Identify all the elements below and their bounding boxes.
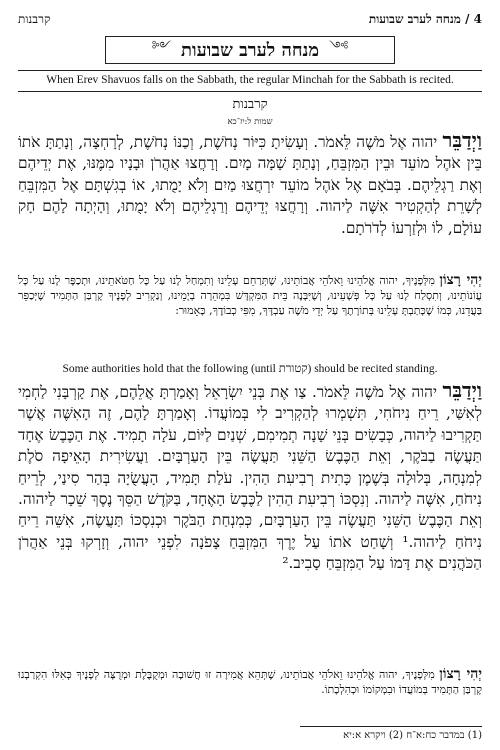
intro-note: When Erev Shavuos falls on the Sabbath, the regular Minchah for the Sabbath is recited. <box>46 74 454 86</box>
yehi-ratzon-lead-1: יְהִי רָצוֹן <box>439 272 482 288</box>
section-label: קרבנות <box>18 11 51 26</box>
page-title: מנחה לערב שבועות <box>181 39 319 61</box>
ornament-right-icon: ༻ <box>329 39 349 53</box>
title-box <box>105 36 395 64</box>
ornament-left-icon: ༺ <box>151 39 172 53</box>
yehi-ratzon-text-2: מִלְּפָנֶיךָ, יהוה אֱלֹהֵינוּ וֵאלֹהֵי אֲבוֹתֵינוּ, שֶׁתְּהֵא אֲמִירָה זוּ חֲשׁוּבָה וּמְקֻבֶּלֶת וּמְרֻצָּה לְפָנֶיךָ כְּאִלּוּ הִקְרַבְנוּ קָרְבַּן הַתָּמִיד בְּמוֹעֲדוֹ וּבִמְקוֹמוֹ וּכְהִלְכָתוֹ. <box>18 668 482 697</box>
standing-note: Some authorities hold that the following (until קטורת) should be recited standing. <box>62 363 438 375</box>
divider-top <box>18 70 482 71</box>
kiyor-text: יהוה אֶל מֹשֶׁה לֵּאמֹר. וְעָשִׂיתָ כִּיּוֹר נְחֹשֶׁת, וְכַנּוֹ נְחֹשֶׁת, לְרָחְצָה, וְנָתַתָּ אֹתוֹ בֵּין אֹהֶל מוֹעֵד וּבֵין הַמִּזְבֵּחַ, וְנָתַתָּ שָׁמָּה מָיִם. וְרָחֲצוּ אַהֲרֹן וּבָנָיו מִמֶּנּוּ, אֶת יְדֵיהֶם וְאֶת רַגְלֵיהֶם. בְּבֹאָם אֶל אֹהֶל מוֹעֵד יִרְחֲצוּ מַיִם וְלֹא יָמֻתוּ, אוֹ בְגִשְׁתָּם אֶל הַמִּזְבֵּחַ לְשָׁרֵת לְהַקְטִיר אִשֶּׁה לַיהוה. וְרָחֲצוּ יְדֵיהֶם וְרַגְלֵיהֶם וְלֹא יָמֻתוּ, וְהָיְתָה לָהֶם חָק עוֹלָם, לוֹ וּלְזַרְעוֹ לְדֹרֹתָם. <box>18 133 482 237</box>
kiyor-paragraph <box>18 130 482 239</box>
yehi-ratzon-first <box>18 273 482 319</box>
tamid-text: יהוה אֶל מֹשֶׁה לֵּאמֹר. צַו אֶת בְּנֵי יִשְׂרָאֵל וְאָמַרְתָּ אֲלֵהֶם, אֶת קָרְבָּנִי לַחְמִי לְאִשַּׁי, רֵיחַ נִיחֹחִי, תִּשְׁמְרוּ לְהַקְרִיב לִי בְּמוֹעֲדוֹ. וְאָמַרְתָּ לָהֶם, זֶה הָאִשֶּׁה אֲשֶׁר תַּקְרִיבוּ לַיהוה, כְּבָשִׂים בְּנֵי שָׁנָה תְמִימִם, שְׁנַיִם לַיּוֹם, עֹלָה תָמִיד. אֶת הַכֶּבֶשׂ אֶחָד תַּעֲשֶׂה בַבֹּקֶר, וְאֵת הַכֶּבֶשׂ הַשֵּׁנִי תַּעֲשֶׂה בֵּין הָעַרְבָּיִם. וַעֲשִׂירִית הָאֵיפָה סֹלֶת לְמִנְחָה, בְּלוּלָה בְּשֶׁמֶן כָּתִית רְבִיעִת הַהִין. עֹלַת תָּמִיד, הָעֲשֻׂיָה בְּהַר סִינַי, לְרֵיחַ נִיחֹחַ, אִשֶּׁה לַיהוה. וְנִסְכּוֹ רְבִיעִת הַהִין לַכֶּבֶשׂ הָאֶחָד, בַּקֹּדֶשׁ הַסֵּךְ נֶסֶךְ שֵׁכָר לַיהוה. וְאֵת הַכֶּבֶשׂ הַשֵּׁנִי תַּעֲשֶׂה בֵּין הָעַרְבָּיִם, כְּמִנְחַת הַבֹּקֶר וּכְנִסְכּוֹ תַּעֲשֶׂה, אִשֵּׁה רֵיחַ נִיחֹחַ לַיהוה.¹ וְשָׁחַט אֹתוֹ עַל יֶרֶךְ הַמִּזְבֵּחַ צָפֹנָה לִפְנֵי יהוה, וְזָרְקוּ בְּנֵי אַהֲרֹן הַכֹּהֲנִים אֶת דָּמוֹ עַל הַמִּזְבֵּחַ סָבִיב.² <box>18 383 482 573</box>
tamid-lead-word: וַיְדַבֵּר <box>442 378 482 402</box>
korbanos-heading: קרבנות <box>232 97 268 112</box>
footnote: (1) במדבר כח:א־ח (2) ויקרא א:יא <box>343 730 482 741</box>
yehi-ratzon-second <box>18 667 482 697</box>
divider-intro <box>18 91 482 92</box>
kiyor-lead-word: וַיְדַבֵּר <box>442 128 482 152</box>
page-label: 4 / מנחה לערב שבועות <box>368 11 482 26</box>
yehi-ratzon-text-1: מִלְּפָנֶיךָ, יהוה אֱלֹהֵינוּ וֵאלֹהֵי אֲבוֹתֵינוּ, שֶׁתְּרַחֵם עָלֵינוּ וְתִמְחַל לָנוּ עַל כָּל חַטֹּאתֵינוּ, וּתְכַפֶּר לָנוּ עַל כָּל עֲוֹנוֹתֵינוּ, וְתִסְלַח לָנוּ עַל כָּל פְּשָׁעֵינוּ, וְשֶׁיִּבָּנֶה בֵּית הַמִּקְדָּשׁ בִּמְהֵרָה בְיָמֵינוּ, וְנַקְרִיב לְפָנֶיךָ קָרְבַּן הַתָּמִיד שֶׁיְּכַפֵּר בַּעֲדֵנוּ, כְּמוֹ שֶׁכָּתַבְתָּ עָלֵינוּ בְּתוֹרָתֶךָ עַל יְדֵי מֹשֶׁה עַבְדֶּךָ, מִפִּי כְבוֹדֶךָ, כָּאָמוּר: <box>18 274 482 318</box>
footnote-divider <box>300 726 482 727</box>
source-reference: שמות ל:יז־כא <box>227 117 273 127</box>
page-header <box>18 10 482 28</box>
yehi-ratzon-lead-2: יְהִי רָצוֹן <box>439 666 482 682</box>
tamid-paragraph <box>18 380 482 575</box>
